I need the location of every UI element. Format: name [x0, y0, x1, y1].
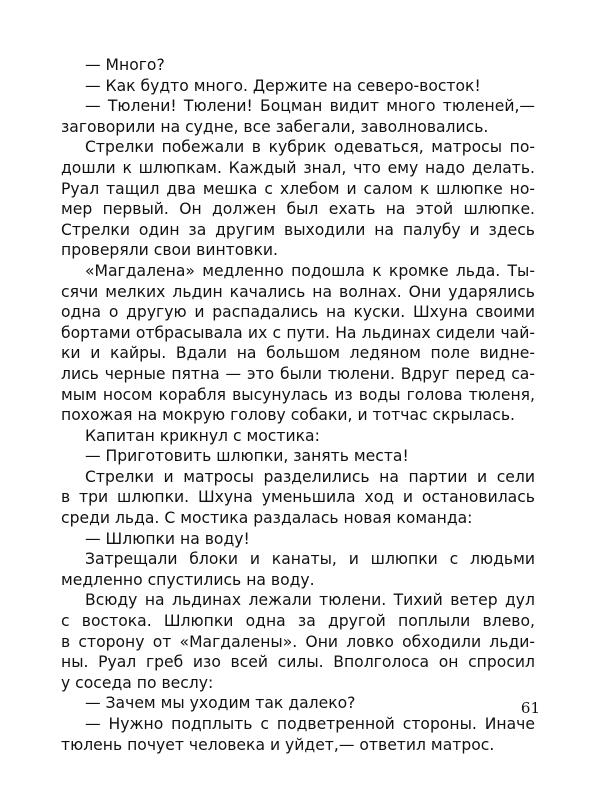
text-line: Стрелки один за другим выходили на палубу и здесь	[61, 220, 535, 239]
text-line: Стрелки и матросы разделились на партии и сели	[85, 467, 535, 486]
text-line: ки и кайры. Вдали на большом ледяном поле видне-	[61, 344, 535, 363]
text-line: Руал тащил два мешка с хлебом и салом к шлюпке но-	[61, 179, 535, 198]
text-line: среди льда. С мостика раздалась новая команда:	[61, 509, 473, 528]
text-line: похожая на мокрую голову собаки, и тотчас скрылась.	[61, 406, 516, 425]
text-line: ны. Руал греб изо всей силы. Вполголоса он спросил	[61, 653, 535, 672]
text-line: — Зачем мы уходим так далеко?	[85, 694, 356, 713]
text-line: в сторону от «Магдалены». Они ловко обходили льди-	[61, 632, 535, 651]
text-line: в три шлюпки. Шхуна уменьшила ход и остановилась	[61, 488, 535, 507]
page-number: 61	[520, 699, 540, 717]
text-line: — Много?	[85, 56, 165, 74]
text-line: сячи мелких льдин качались на волнах. Они ударялись	[61, 282, 535, 301]
body-text	[61, 55, 535, 755]
text-line: мер первый. Он должен был ехать на этой шлюпке.	[61, 200, 535, 219]
text-line: — Как будто много. Держите на северо-восток!	[85, 76, 481, 95]
text-line: — Шлюпки на воду!	[85, 529, 250, 548]
text-line: лись черные пятна — это были тюлени. Вдруг перед са-	[61, 364, 535, 383]
text-line: одна о другую и распадались на куски. Шхуна своими	[61, 303, 535, 322]
text-line: проверяли свои винтовки.	[61, 241, 278, 260]
text-line: бортами отбрасывала их с пути. На льдинах сидели чай-	[61, 323, 535, 342]
text-line: медленно спустились на воду.	[61, 570, 315, 589]
text-line: «Магдалена» медленно подошла к кромке льда. Ты-	[85, 261, 535, 280]
text-line: у соседа по веслу:	[61, 673, 214, 692]
text-line: Капитан крикнул с мостика:	[85, 426, 320, 445]
text-line: заговорили на судне, все забегали, заволновались.	[61, 117, 489, 136]
text-line: — Нужно подплыть с подветренной стороны. Иначе	[85, 715, 535, 733]
text-line: — Приготовить шлюпки, занять места!	[85, 447, 409, 466]
text-line: Затрещали блоки и канаты, и шлюпки с людьми	[85, 550, 535, 569]
text-line: дошли к шлюпкам. Каждый знал, что ему надо делать.	[61, 158, 535, 177]
text-line: — Тюлени! Тюлени! Боцман видит много тюленей,—	[85, 97, 535, 116]
text-line: Стрелки побежали в кубрик одеваться, матросы по-	[85, 138, 535, 157]
text-line: Всюду на льдинах лежали тюлени. Тихий ветер дул	[85, 591, 535, 610]
text-line: тюлень почует человека и уйдет,— ответил матрос.	[61, 735, 495, 754]
text-line: мым носом корабля высунулась из воды голова тюленя,	[61, 385, 535, 404]
text-line: с востока. Шлюпки одна за другой поплыли влево,	[61, 612, 535, 631]
